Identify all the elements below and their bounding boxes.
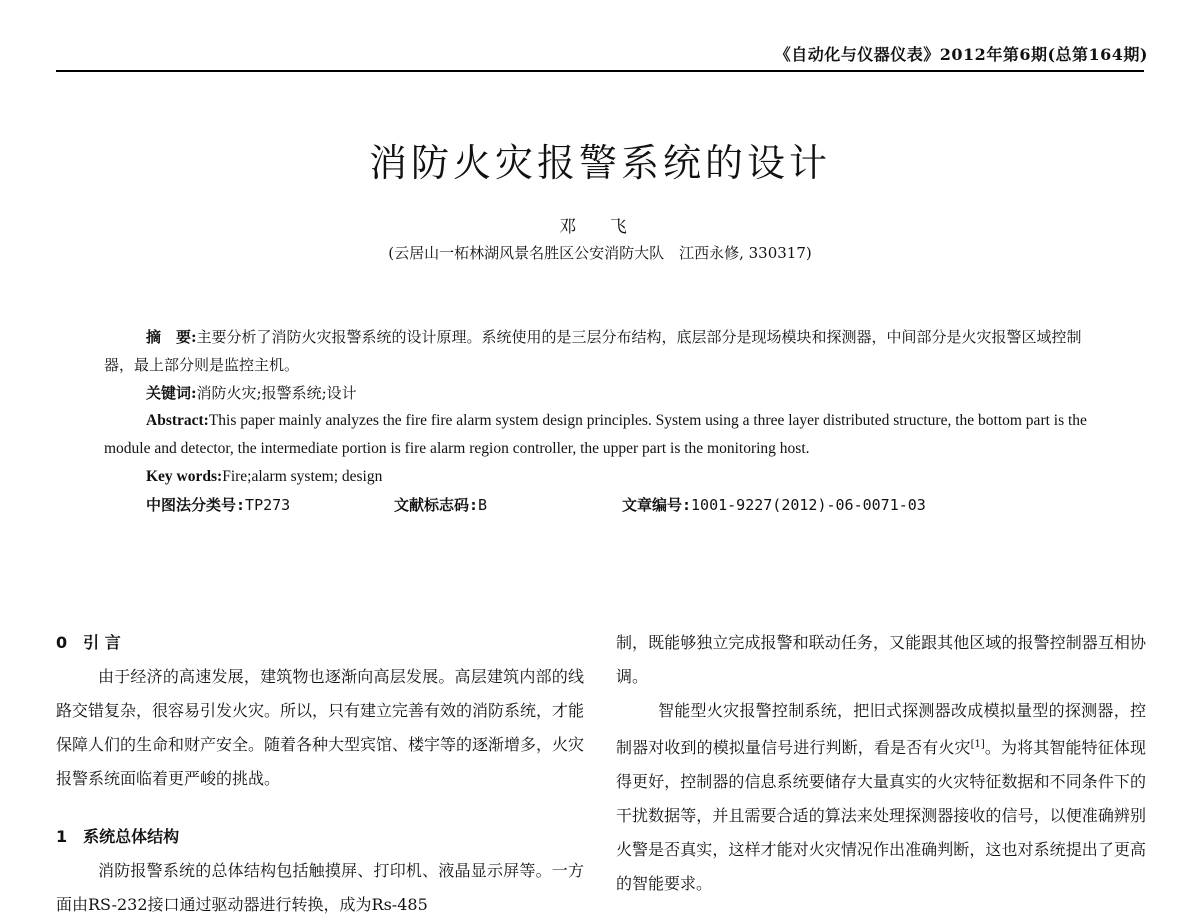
doc-code-value: B <box>478 496 488 514</box>
left-column <box>56 626 584 922</box>
right-column <box>616 626 1146 901</box>
abstract-cn-label: 摘 要: <box>146 328 197 346</box>
right-paragraph-2-start: 智能型火灾报警控制系统，把旧式探测器改成模拟量型的探测器，控制器对收到的模拟量信号进行判断，看是否有火灾 <box>616 701 1146 757</box>
clc-value: TP273 <box>245 496 291 514</box>
doc-code <box>394 491 487 519</box>
abstract-cn-text: 主要分析了消防火灾报警系统的设计原理。系统使用的是三层分布结构，底层部分是现场模块和探测器，中间部分是火灾报警区域控制器，最上部分则是监控主机。 <box>104 328 1082 374</box>
journal-header: 《自动化与仪器仪表》2012年第6期(总第164期) <box>774 45 1148 64</box>
paper-title: 消防火灾报警系统的设计 <box>368 141 831 185</box>
right-paragraph-2 <box>616 694 1146 901</box>
abstract-en-label: Abstract: <box>146 412 209 429</box>
article-no-label: 文章编号: <box>622 496 692 514</box>
keywords-en-text: Fire;alarm system; design <box>222 468 383 485</box>
abstract-en <box>104 407 1096 463</box>
abstract-block <box>104 323 1096 519</box>
keywords-en-label: Key words: <box>146 468 223 485</box>
affiliation: (云居山一柘林湖风景名胜区公安消防大队 江西永修, 330317) <box>388 244 812 262</box>
right-paragraph-1: 制，既能够独立完成报警和联动任务，又能跟其他区域的报警控制器互相协调。 <box>616 633 1146 686</box>
right-paragraph-2-end: 。为将其智能特征体现得更好，控制器的信息系统要储存大量真实的火灾特征数据和不同条件下的干扰数据等，并且需要合适的算法来处理探测器接收的信号，以便准确辨别火警是否真实，这样才能对火灾情况作出准确判断，这也对系统提出了更高的智能要求。 <box>616 738 1146 893</box>
abstract-cn <box>104 323 1096 379</box>
header-rule <box>56 70 1144 72</box>
keywords-cn <box>104 379 1096 407</box>
keywords-cn-text: 消防火灾;报警系统;设计 <box>196 384 357 402</box>
article-number <box>622 491 926 519</box>
article-no-value: 1001-9227(2012)-06-0071-03 <box>691 496 926 514</box>
doc-code-label: 文献标志码: <box>394 496 479 514</box>
classification-line <box>104 491 1096 519</box>
keywords-cn-label: 关键词: <box>146 384 197 402</box>
citation-ref[interactable]: [1] <box>970 739 985 750</box>
section-paragraph-structure: 消防报警系统的总体结构包括触摸屏、打印机、液晶显示屏等。一方面由RS-232接口通过驱动器进行转换，成为Rs-485 <box>56 861 584 914</box>
keywords-en <box>104 463 1096 491</box>
author: 邓 飞 <box>559 217 641 237</box>
clc-code <box>146 491 290 519</box>
section-heading-structure: 1 系统总体结构 <box>56 827 180 846</box>
section-paragraph-intro: 由于经济的高速发展，建筑物也逐渐向高层发展。高层建筑内部的线路交错复杂，很容易引发火灾。所以，只有建立完善有效的消防系统，才能保障人们的生命和财产安全。随着各种大型宾馆、楼宇等的逐渐增多，火灾报警系统面临着更严峻的挑战。 <box>56 667 585 788</box>
section-heading-intro: 0 引 言 <box>56 633 121 652</box>
abstract-en-text: This paper mainly analyzes the fire fire alarm system design principles. System using a three layer distributed structure, the bottom part is the module and detector, the intermediate portion is fire alarm region controller, the upper part is the monitoring host. <box>104 412 1087 457</box>
clc-label: 中图法分类号: <box>146 496 246 514</box>
